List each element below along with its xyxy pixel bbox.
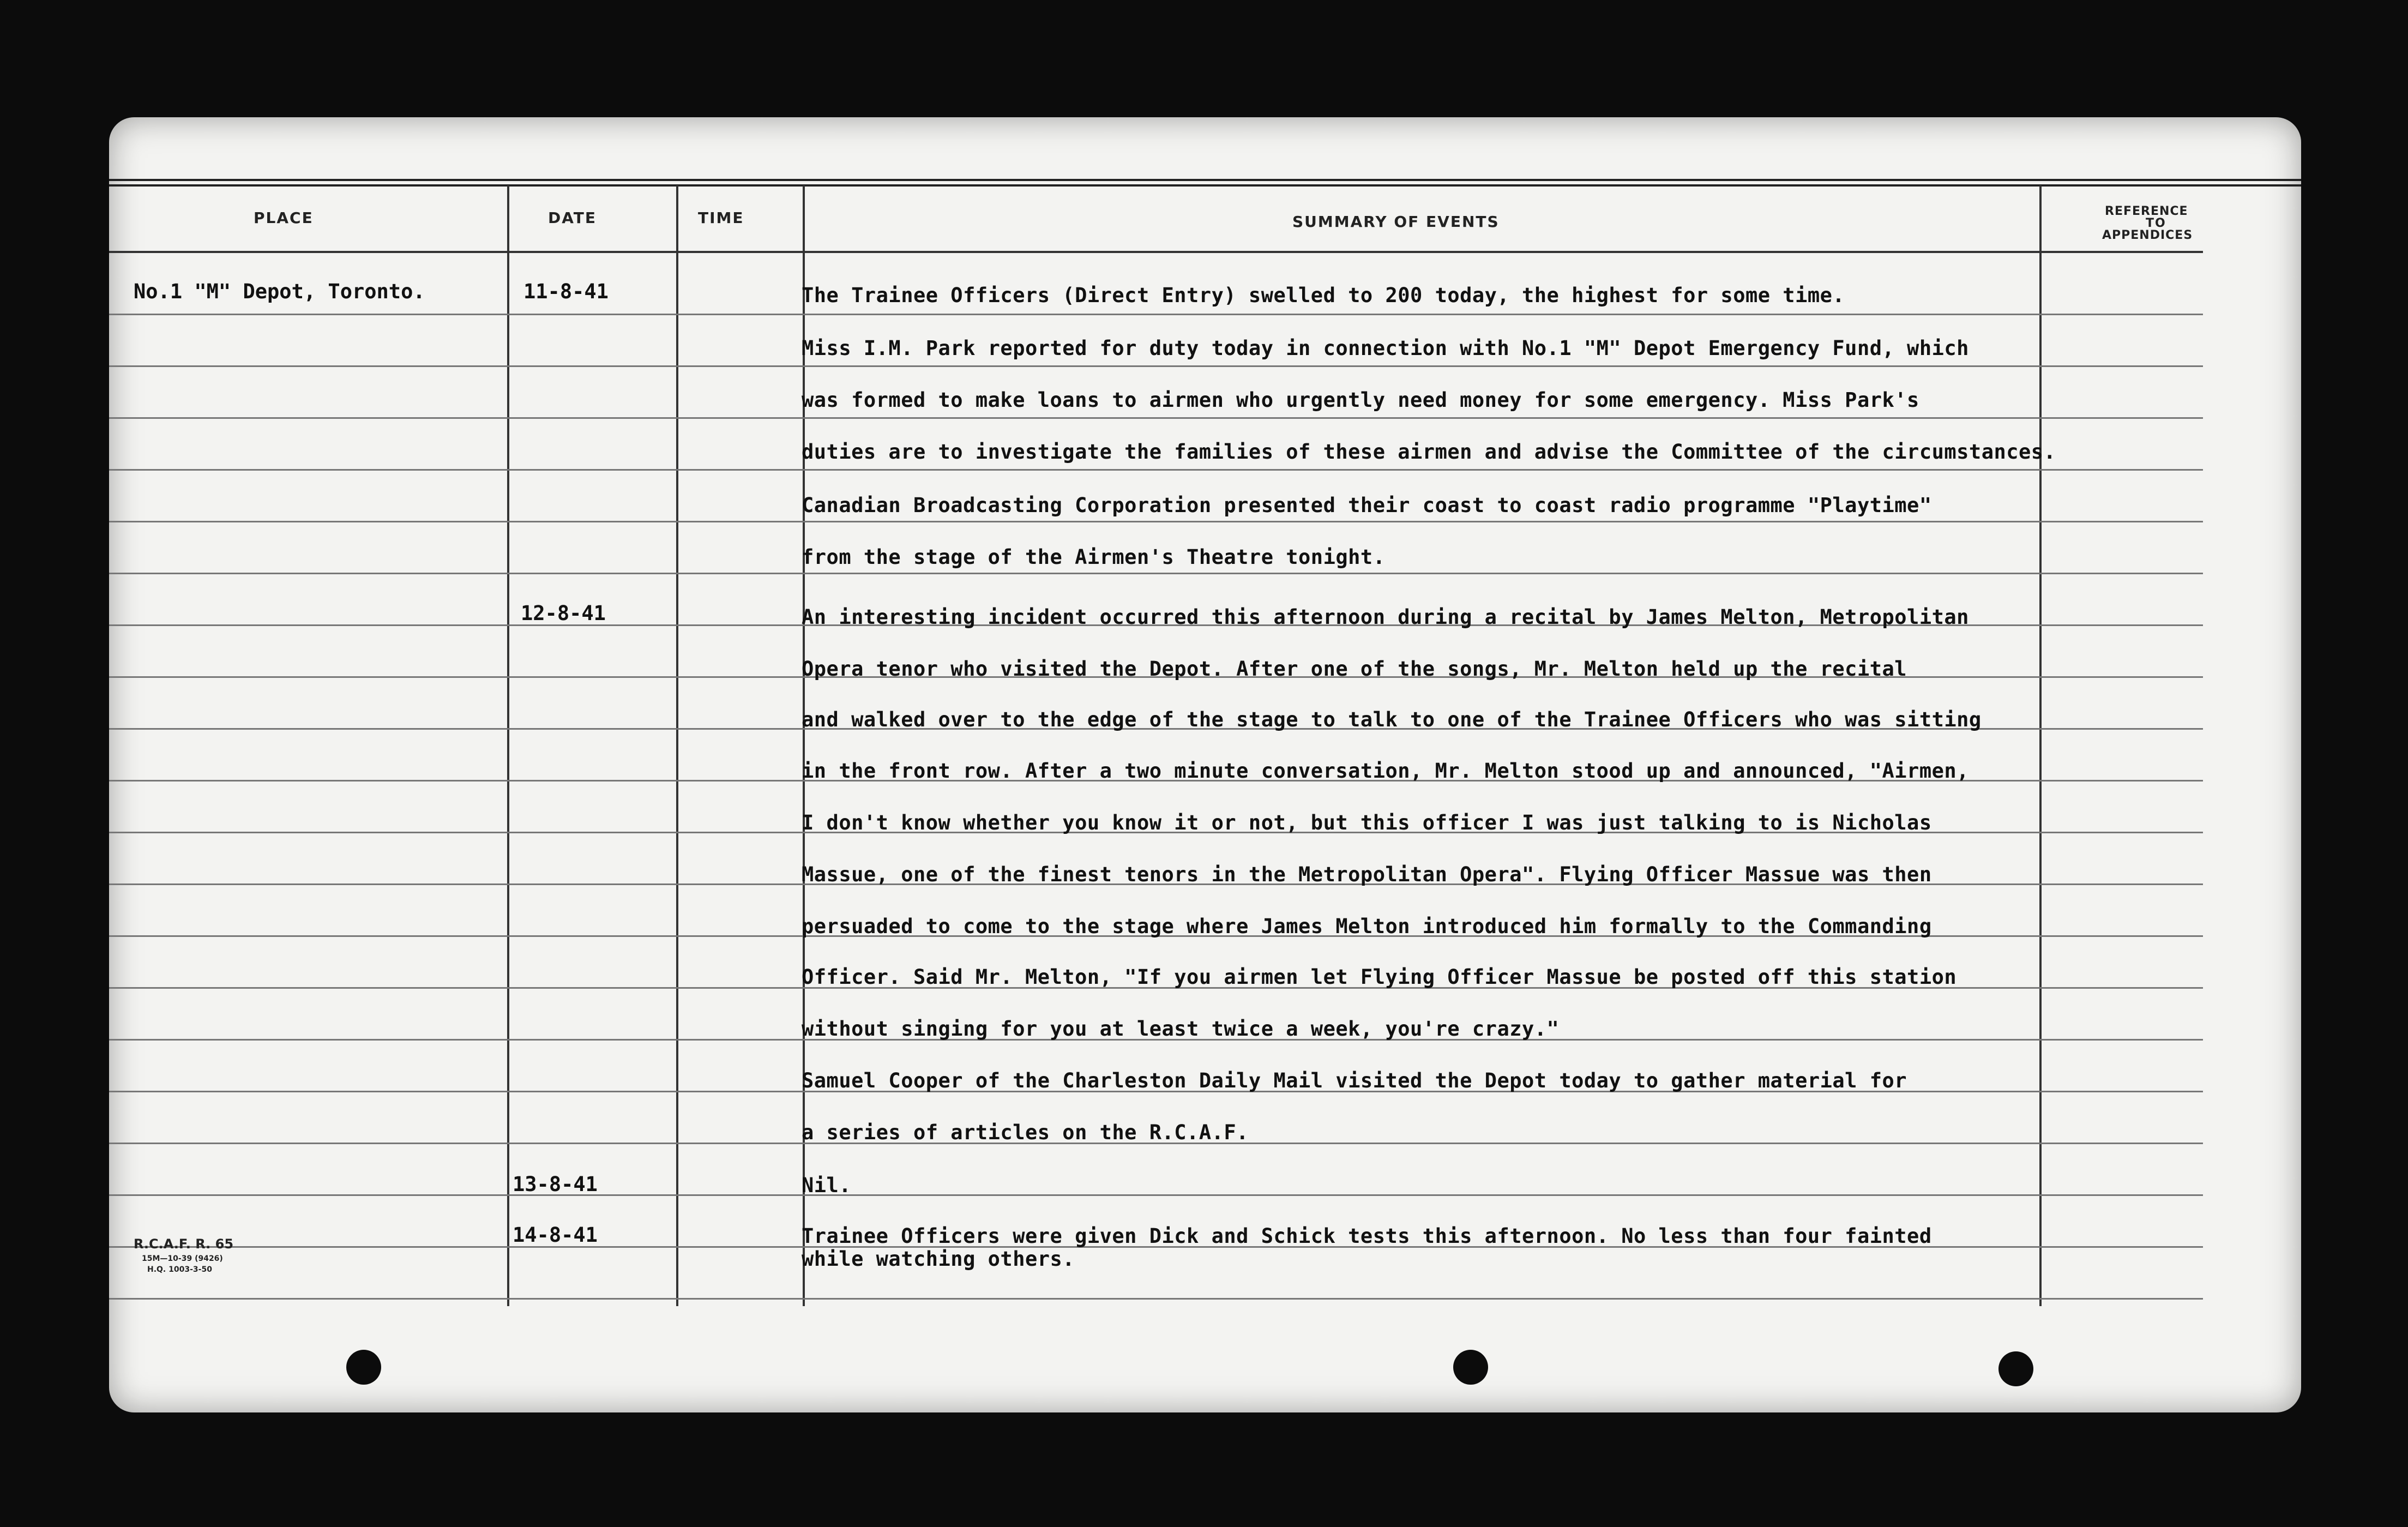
punch-hole bbox=[1998, 1351, 2033, 1386]
summary-line: Samuel Cooper of the Charleston Daily Mail visited the Depot today to gather material for bbox=[802, 1069, 1907, 1092]
summary-line: while watching others. bbox=[802, 1247, 1075, 1271]
top-border bbox=[109, 184, 2301, 187]
header-reference: REFERENCE bbox=[2105, 205, 2188, 218]
summary-line: Massue, one of the finest tenors in the Metropolitan Opera". Flying Officer Massue was then bbox=[802, 863, 1932, 886]
summary-line: Trainee Officers were given Dick and Schick tests this afternoon. No less than four fainted bbox=[802, 1224, 1932, 1248]
punch-hole bbox=[1453, 1350, 1488, 1385]
punch-hole bbox=[346, 1350, 381, 1385]
summary-line: The Trainee Officers (Direct Entry) swelled to 200 today, the highest for some time. bbox=[802, 284, 1845, 307]
header-time: TIME bbox=[698, 209, 744, 227]
header-reference-to: TO bbox=[2146, 217, 2166, 230]
header-divider bbox=[109, 251, 2203, 253]
ruled-line bbox=[109, 314, 2203, 315]
summary-line: Canadian Broadcasting Corporation presented their coast to coast radio programme "Playtime" bbox=[802, 494, 1932, 517]
summary-line: was formed to make loans to airmen who urgently need money for some emergency. Miss Park's bbox=[802, 388, 1919, 412]
summary-line: from the stage of the Airmen's Theatre tonight. bbox=[802, 545, 1386, 569]
summary-line: persuaded to come to the stage where James Melton introduced him formally to the Commanding bbox=[802, 915, 1932, 938]
form-print-code: H.Q. 1003-3-50 bbox=[147, 1265, 212, 1274]
header-date: DATE bbox=[548, 209, 597, 227]
ruled-line bbox=[109, 365, 2203, 367]
summary-line: Nil. bbox=[802, 1174, 852, 1197]
summary-line: without singing for you at least twice a week, you're crazy." bbox=[802, 1017, 1560, 1041]
ruled-line bbox=[109, 469, 2203, 471]
ruled-line bbox=[109, 1298, 2203, 1300]
summary-line: and walked over to the edge of the stage to talk to one of the Trainee Officers who was sitting bbox=[802, 708, 1982, 731]
column-divider bbox=[507, 185, 509, 1306]
form-code: R.C.A.F. R. 65 bbox=[134, 1236, 234, 1252]
header-place: PLACE bbox=[254, 209, 314, 227]
date-entry: 13-8-41 bbox=[513, 1173, 598, 1196]
summary-line: Opera tenor who visited the Depot. After one of the songs, Mr. Melton held up the recital bbox=[802, 657, 1907, 681]
date-entry: 14-8-41 bbox=[513, 1223, 598, 1247]
place-entry: No.1 "M" Depot, Toronto. bbox=[134, 280, 425, 303]
ruled-line bbox=[109, 521, 2203, 522]
summary-line: duties are to investigate the families of these airmen and advise the Committee of the circumstances. bbox=[802, 440, 2056, 464]
summary-line: Miss I.M. Park reported for duty today in connection with No.1 "M" Depot Emergency Fund, which bbox=[802, 336, 1969, 360]
header-appendices: APPENDICES bbox=[2102, 229, 2193, 242]
form-print-code: 15M—10-39 (9426) bbox=[142, 1254, 223, 1263]
header-summary: SUMMARY OF EVENTS bbox=[1292, 213, 1500, 231]
date-entry: 11-8-41 bbox=[523, 280, 609, 303]
top-border bbox=[109, 179, 2301, 181]
column-divider bbox=[676, 185, 678, 1306]
column-divider bbox=[2039, 185, 2042, 1306]
date-entry: 12-8-41 bbox=[521, 602, 606, 625]
summary-line: Officer. Said Mr. Melton, "If you airmen let Flying Officer Massue be posted off this station bbox=[802, 965, 1957, 989]
ruled-line bbox=[109, 417, 2203, 419]
summary-line: I don't know whether you know it or not, but this officer I was just talking to is Nicholas bbox=[802, 811, 1932, 834]
ruled-line bbox=[109, 573, 2203, 574]
summary-line: a series of articles on the R.C.A.F. bbox=[802, 1121, 1249, 1144]
ruled-line bbox=[109, 1194, 2203, 1196]
diary-sheet bbox=[109, 117, 2301, 1412]
summary-line: An interesting incident occurred this afternoon during a recital by James Melton, Metropolitan bbox=[802, 605, 1969, 629]
summary-line: in the front row. After a two minute conversation, Mr. Melton stood up and announced, "Airmen, bbox=[802, 759, 1969, 783]
